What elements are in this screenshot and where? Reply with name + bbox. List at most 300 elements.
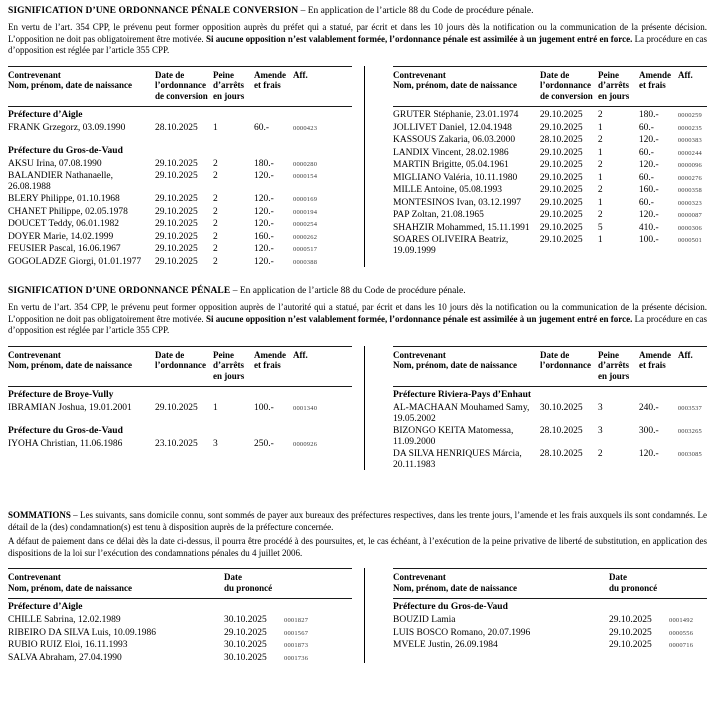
cell-date: 28.10.2025 [155,123,198,133]
table-row [393,123,707,134]
cell-peine: 2 [213,244,218,254]
column-header-aff [293,70,352,81]
cell-amende: 240.- [638,403,659,413]
cell-name: BIZONGO KEITA Matomessa, 11.09.2000 [393,426,514,447]
table-row [393,426,707,447]
cell-aff: 0000306 [677,224,703,232]
column-header-date [224,572,284,593]
table-right [393,346,707,471]
cell-aff: 0000087 [677,212,703,219]
cell-date: 29.10.2025 [155,403,198,413]
cell-aff: 0000716 [669,642,694,649]
cell-amende: 180.- [638,110,659,120]
cell-aff: 0001827 [284,617,309,624]
cell-aff: 0000259 [677,112,703,119]
cell-amende: 120.- [638,160,659,170]
cell-aff: 0000194 [293,208,318,216]
cell-date: 30.10.2025 [224,640,267,650]
table-row [8,615,352,626]
column-header-amende [639,350,678,371]
cell-aff: 0001873 [284,642,309,649]
cell-aff: 0000280 [293,160,318,168]
column-header-line: et frais [254,80,281,90]
sommations-paragraph-2 [8,536,707,559]
cell-date: 30.10.2025 [224,615,267,625]
sommations-intro [8,510,707,533]
section-title [8,285,707,297]
table-row [393,148,707,159]
column-header-line: d’arrêts [598,80,629,90]
cell-date: 29.10.2025 [155,256,198,267]
table-row [393,160,707,171]
column-header-line: d’arrêts [598,360,629,370]
table-row [393,185,707,196]
cell-peine: 2 [213,194,218,204]
cell-date: 29.10.2025 [609,615,652,625]
cell-aff: 0000244 [677,149,703,157]
cell-peine: 1 [597,197,603,208]
section-title-bold: SIGNIFICATION D’UNE ORDONNANCE PÉNALE CONVERSION [8,6,299,16]
cell-peine: 2 [597,210,603,220]
prefecture-group [8,146,352,268]
column-header-line: Date de [540,349,570,360]
table-row [393,173,707,184]
cell-date: 29.10.2025 [539,110,583,120]
column-header-line: et frais [254,360,281,370]
cell-peine: 5 [597,222,603,233]
cell-name: CHANET Philippe, 02.05.1978 [8,206,128,217]
cell-date: 30.10.2025 [224,652,267,663]
column-header-date [155,350,213,371]
column-header-line: Aff. [293,349,308,360]
column-header-line: Peine [598,349,619,360]
column-header-amende [639,70,678,91]
cell-aff: 0003085 [677,451,703,458]
column-header-line: d’arrêts [213,80,244,90]
prefecture-heading: Préfecture du Gros-de-Vaud [8,145,123,156]
table-header-row [393,346,707,388]
cell-date: 29.10.2025 [539,172,583,183]
cell-aff: 0000517 [293,246,318,253]
column-header-aff [293,350,352,361]
column-header-line: Aff. [293,69,308,80]
cell-peine: 1 [597,147,603,158]
cell-peine: 2 [213,158,218,169]
cell-date: 29.10.2025 [539,185,583,195]
table-header-row [8,346,352,388]
column-header-name [393,572,609,593]
cell-amende: 120.- [254,256,274,267]
column-header-line: du prononcé [609,582,658,593]
prefecture-heading: Préfecture de Broye-Vully [8,390,114,400]
cell-aff: 0000383 [677,137,703,144]
section-ordonnance-penale-conversion [8,5,707,267]
cell-amende: 60.- [254,123,270,133]
intro-text: La procédure en cas d’opposition est réglée par l’article 355 CPP. [8,313,707,335]
column-header-line: Aff. [678,349,693,360]
cell-name: BLERY Philippe, 01.10.1968 [8,194,120,204]
cell-amende: 160.- [254,231,274,242]
cell-amende: 60.- [638,172,654,183]
column-header-name [393,350,540,371]
table-row [8,640,352,651]
column-header-line: Nom, prénom, date de naissance [8,360,132,370]
cell-aff: 0000358 [677,187,703,194]
cell-amende: 100.- [638,235,659,245]
column-header-line: Peine [213,69,234,80]
column-header-date [155,70,213,102]
cell-name: DA SILVA HENRIQUES Márcia, 20.11.1983 [393,449,522,470]
cell-date: 28.10.2025 [539,449,583,459]
cell-name: MVELE Justin, 26.09.1984 [393,640,498,650]
cell-name: FEUSIER Pascal, 16.06.1967 [8,244,121,254]
table-row [8,244,352,255]
table-header-row [8,66,352,108]
column-header-line: en jours [598,370,630,381]
section-title-rest: – En application de l’article 88 du Code de procédure pénale. [230,286,466,296]
cell-name: FRANK Grzegorz, 03.09.1990 [8,123,126,133]
cell-peine: 3 [597,403,603,413]
cell-name: DOUCET Teddy, 06.01.1982 [8,219,120,229]
section-title-bold: SOMMATIONS [8,510,71,520]
column-header-line: de conversion [155,90,208,101]
column-header-line: Contrevenant [393,69,446,80]
cell-peine: 2 [213,219,218,229]
table-header-row [393,568,707,599]
table-row [393,135,707,146]
cell-name: BOUZID Lamia [393,615,456,625]
column-header-line: Nom, prénom, date de naissance [8,80,132,90]
cell-name: RUBIO RUIZ Eloi, 16.11.1993 [8,640,128,650]
prefecture-group [393,602,707,651]
column-header-line: Contrevenant [8,349,61,360]
cell-peine: 2 [213,206,218,217]
cell-peine: 3 [213,438,218,449]
table-right [393,66,707,268]
section-title [8,5,707,17]
cell-name: CHILLE Sabrina, 12.02.1989 [8,615,121,625]
cell-date: 29.10.2025 [155,194,198,204]
cell-date: 29.10.2025 [539,235,583,245]
cell-amende: 60.- [638,197,654,208]
column-header-peine [213,350,254,382]
prefecture-heading: Préfecture d’Aigle [8,602,83,612]
cell-amende: 120.- [254,206,274,217]
cell-name: GRUTER Stéphanie, 23.01.1974 [393,110,519,120]
column-header-line: Peine [213,349,234,360]
cell-name: JOLLIVET Daniel, 12.04.1948 [393,122,512,133]
column-header-line: l’ordonnance [540,360,592,370]
cell-peine: 3 [597,426,603,436]
cell-name: LANDIX Vincent, 28.02.1986 [393,147,509,158]
cell-peine: 2 [213,231,218,242]
cell-peine: 2 [597,185,603,195]
column-header-line: d’arrêts [213,360,244,370]
column-header-line: Date de [540,69,570,80]
column-header-line: Contrevenant [8,572,61,582]
cell-date: 29.10.2025 [539,122,583,133]
cell-peine: 2 [213,171,218,181]
table-row [8,207,352,218]
column-header-line: Nom, prénom, date de naissance [393,360,517,370]
cell-amende: 120.- [254,194,274,204]
table-row [393,223,707,234]
table-right [393,568,707,663]
cell-name: MARTIN Brigitte, 05.04.1961 [393,160,509,170]
table-row [8,219,352,230]
cell-date: 29.10.2025 [609,640,652,650]
prefecture-heading: Préfecture d’Aigle [8,110,83,120]
section-title-bold: SIGNIFICATION D’UNE ORDONNANCE PÉNALE [8,286,231,296]
cell-amende: 60.- [638,122,654,133]
section-ordonnance-penale [8,285,707,470]
two-column-tables [8,346,707,471]
column-header-line: Date [224,572,242,582]
column-header-line: Nom, prénom, date de naissance [393,80,517,90]
cell-aff: 0000556 [669,629,694,637]
cell-amende: 120.- [638,210,659,220]
table-row [393,198,707,209]
section-title-rest: – En application de l’article 88 du Code de procédure pénale. [298,6,534,16]
prefecture-heading: Préfecture du Gros-de-Vaud [393,602,508,612]
cell-amende: 250.- [254,438,274,449]
section-intro [8,22,707,57]
column-header-peine [213,70,254,102]
table-row [8,439,352,450]
section-intro [8,302,707,337]
cell-amende: 120.- [638,135,659,145]
column-header-peine [598,350,639,382]
column-header-line: Date de [155,69,185,80]
cell-date: 28.10.2025 [539,135,583,145]
table-header-row [393,66,707,108]
cell-date: 29.10.2025 [539,147,583,158]
column-header-name [8,350,155,371]
cell-peine: 1 [213,123,218,133]
cell-date: 29.10.2025 [155,231,198,242]
column-header-line: en jours [213,90,245,101]
cell-aff: 0000926 [293,440,318,448]
intro-text: En vertu de l’art. 354 CPP, le prévenu peut former opposition auprès de l’autorité qui a statué, par écrit et dans les 10 jours dès la notification ou la communication de la présente décision. L’opposition ne doit pas obligatoirement être motivée. [8,302,707,324]
cell-peine: 2 [597,135,603,145]
cell-name: AKSU Irina, 07.08.1990 [8,158,102,169]
cell-aff: 0003537 [677,405,703,412]
column-header-aff [678,70,707,81]
cell-amende: 120.- [254,219,274,229]
table-row [8,194,352,205]
cell-date: 29.10.2025 [155,206,198,217]
table-row [8,123,352,134]
column-header-name [8,572,224,593]
column-header-peine [598,70,639,102]
cell-name: SHAHZIR Mohammed, 15.11.1991 [393,222,530,233]
cell-name: BALANDIER Nathanaelle, 26.08.1988 [8,171,113,192]
cell-aff: 0001567 [284,629,309,637]
cell-amende: 300.- [638,426,659,436]
column-header-line: de conversion [540,90,593,101]
column-header-line: Date de [155,349,185,360]
table-row [8,171,352,192]
cell-name: DOYER Marie, 14.02.1999 [8,231,114,242]
cell-aff: 0000423 [293,125,318,132]
table-row [393,403,707,424]
table-row [393,235,707,256]
column-header-line: en jours [598,90,630,101]
table-row [8,257,352,268]
table-row [393,640,707,651]
cell-name: KASSOUS Zakaria, 06.03.2000 [393,135,516,145]
table-row [393,110,707,121]
cell-name: LUIS BOSCO Romano, 20.07.1996 [393,627,531,638]
column-header-amende [254,350,293,371]
cell-name: SOARES OLIVEIRA Beatriz, 19.09.1999 [393,235,509,256]
column-header-date [540,350,598,371]
column-header-name [8,70,155,91]
cell-amende: 180.- [254,158,274,169]
cell-amende: 120.- [254,244,274,254]
cell-date: 29.10.2025 [539,222,583,233]
cell-date: 29.10.2025 [539,210,583,220]
column-header-line: Nom, prénom, date de naissance [393,582,517,593]
cell-date: 30.10.2025 [539,403,583,413]
cell-peine: 2 [597,110,603,120]
intro-text: En vertu de l’art. 354 CPP, le prévenu peut former opposition auprès du préfet qui a statué, par écrit et dans les 10 jours dès la notification ou la communication de la présente décision. L’opposition ne doit pas obligatoirement être motivée. [8,22,707,44]
intro-text: A défaut de paiement dans ce délai dès la date ci-dessus, il pourra être procédé à des poursuites, et, le cas échéant, à l’exécution de la peine privative de liberté de substitution, en application des dispositions de la loi sur l’exécution des condamnations pénales du 4 juillet 2006. [8,536,707,558]
table-left [8,346,352,471]
cell-peine: 1 [597,122,603,133]
prefecture-group [393,390,707,470]
column-header-line: Amende [254,69,286,80]
cell-name: SALVA Abraham, 27.04.1990 [8,652,122,663]
cell-aff: 0000262 [293,233,318,241]
two-column-tables [8,66,707,268]
cell-aff: 0000501 [677,237,703,244]
cell-date: 28.10.2025 [539,426,583,436]
table-left [8,568,352,663]
prefecture-group [8,110,352,134]
cell-aff: 0001736 [284,654,309,662]
cell-peine: 1 [597,235,603,245]
cell-aff: 0003265 [677,428,703,435]
cell-date: 29.10.2025 [539,160,583,170]
table-row [393,628,707,639]
cell-aff: 0000096 [677,162,703,169]
column-header-line: Contrevenant [393,572,446,582]
column-header-line: et frais [639,360,666,370]
column-header-line: Amende [254,349,286,360]
cell-peine: 1 [597,172,603,183]
intro-text: La procédure en cas d’opposition est réglée par l’article 355 CPP. [8,33,707,55]
table-row [8,628,352,639]
column-header-line: Contrevenant [8,69,61,80]
cell-amende: 120.- [638,449,659,459]
cell-amende: 160.- [638,185,659,195]
cell-name: MIGLIANO Valéria, 10.11.1980 [393,172,518,183]
table-row [393,449,707,470]
section-sommations [8,510,707,663]
column-header-line: Amende [639,69,671,80]
cell-amende: 100.- [254,403,274,413]
cell-aff: 0000323 [677,199,703,207]
column-header-line: Amende [639,349,671,360]
cell-peine: 1 [213,403,218,413]
cell-name: PAP Zoltan, 21.08.1965 [393,210,484,220]
column-header-date [609,572,669,593]
column-header-line: Contrevenant [393,349,446,360]
cell-aff: 0000276 [677,174,703,182]
prefecture-group [8,390,352,414]
cell-name: GOGOLADZE Giorgi, 01.01.1977 [8,256,142,267]
column-header-line: du prononcé [224,582,273,593]
cell-name: RIBEIRO DA SILVA Luis, 10.09.1986 [8,627,157,638]
prefecture-heading: Préfecture du Gros-de-Vaud [8,425,123,436]
column-header-line: et frais [639,80,666,90]
cell-name: IBRAMIAN Joshua, 19.01.2001 [8,403,132,413]
cell-amende: 410.- [638,222,659,233]
cell-date: 29.10.2025 [609,627,652,638]
section-title-rest: – Les suivants, sans domicile connu, sont sommés de payer aux bureaux des préfectures respectives, dans les trente jours, l’amende et les frais auxquels ils sont condamnés. Le détail de la (des) condamnation(s) est tenu à disposition auprès de la préfecture concernée. [8,510,707,532]
column-divider [364,66,365,268]
prefecture-group [393,110,707,256]
column-header-line: Aff. [678,69,693,80]
column-header-line: l’ordonnance [540,80,592,90]
cell-date: 29.10.2025 [539,197,583,208]
column-header-aff [678,350,707,361]
cell-amende: 60.- [638,147,654,158]
column-header-amende [254,70,293,91]
column-header-line: Nom, prénom, date de naissance [8,582,132,593]
cell-aff: 0000154 [293,173,318,180]
cell-date: 29.10.2025 [155,244,198,254]
cell-aff: 0000254 [293,221,318,228]
column-divider [364,346,365,471]
column-header-line: Peine [598,69,619,80]
cell-peine: 2 [597,160,603,170]
column-header-date [540,70,598,102]
table-row [8,232,352,243]
cell-aff: 0001492 [669,617,694,624]
cell-aff: 0001340 [293,405,318,412]
cell-date: 29.10.2025 [155,171,198,181]
table-row [8,159,352,170]
cell-name: IYOHA Christian, 11.06.1986 [8,438,123,449]
cell-name: MILLE Antoine, 05.08.1993 [393,185,502,195]
prefecture-group [8,426,352,450]
cell-amende: 120.- [254,171,274,181]
cell-peine: 2 [213,256,218,267]
cell-date: 29.10.2025 [155,158,198,169]
table-row [393,615,707,626]
cell-aff: 0000388 [293,258,318,266]
column-header-line: Date [609,572,627,582]
column-divider [364,568,365,663]
table-left [8,66,352,268]
cell-aff: 0000169 [293,196,318,203]
table-row [8,653,352,664]
column-header-name [393,70,540,91]
prefecture-heading: Préfecture Riviera-Pays d’Enhaut [393,390,532,400]
cell-date: 29.10.2025 [155,219,198,229]
cell-name: MONTESINOS Ivan, 03.12.1997 [393,197,521,208]
table-header-row [8,568,352,599]
cell-aff: 0000235 [677,124,703,132]
cell-date: 23.10.2025 [155,438,198,449]
column-header-line: l’ordonnance [155,80,207,90]
cell-peine: 2 [597,449,603,459]
intro-bold-text: Si aucune opposition n’est valablement formée, l’ordonnance pénale est assimilée à un jugement entré en force. [206,313,633,324]
column-header-line: l’ordonnance [155,360,207,370]
intro-bold-text: Si aucune opposition n’est valablement formée, l’ordonnance pénale est assimilée à un jugement entré en force. [206,33,633,44]
